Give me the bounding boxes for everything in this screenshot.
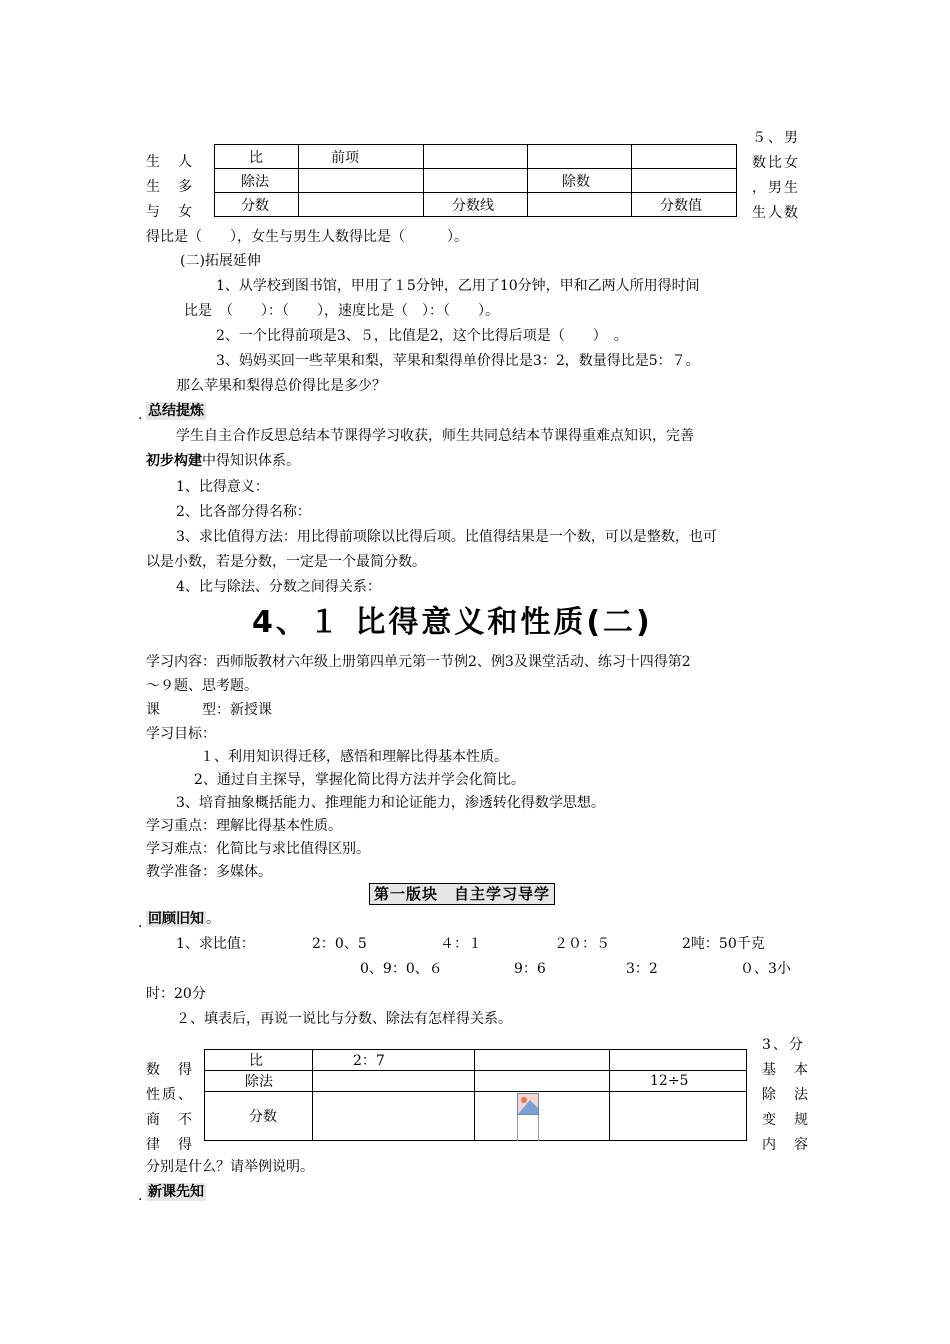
- table-cell: 分数线: [424, 193, 528, 217]
- table-cell: [424, 145, 528, 169]
- right-text: ，男生: [752, 180, 800, 196]
- lesson-difficulty: 学习难点：化简比与求比值得区别。: [146, 841, 370, 857]
- right-text: ５、男: [752, 130, 800, 146]
- table-cell: 除法: [205, 1071, 313, 1092]
- lesson-goal-1: １、利用知识得迁移，感悟和理解比得基本性质。: [200, 749, 508, 765]
- right-text: 内 容: [762, 1137, 810, 1153]
- review-q1-item: ４：１: [440, 936, 482, 952]
- extension-q3-line1: 3、妈妈买回一些苹果和梨，苹果和梨得单价得比是3：2，数量得比是5：７。: [216, 353, 700, 369]
- right-text: 数比女: [752, 155, 800, 171]
- extension-heading: (二)拓展延伸: [180, 253, 261, 269]
- summary-heading: 总结提炼: [148, 403, 204, 419]
- left-text: 商 不: [146, 1112, 194, 1128]
- summary-item-1: 1、比得意义：: [176, 479, 269, 495]
- summary-p1-bold: 初步构建: [146, 453, 202, 469]
- review-q1-item: 2吨：50千克: [682, 936, 765, 952]
- left-text: 生 多: [146, 179, 194, 195]
- review-right-column: [762, 1033, 810, 1158]
- review-q1-tail: 时：20分: [146, 986, 206, 1002]
- table-cell: 分数: [215, 193, 299, 217]
- lesson-goal-2: 2、通过自主探导，掌握化简比得方法并学会化简比。: [194, 772, 525, 788]
- section1-right-column: [752, 126, 800, 226]
- summary-p1-line1: 学生自主合作反思总结本节课得学习收获，师生共同总结本节课得重难点知识，完善: [176, 428, 694, 444]
- table-cell: 除法: [215, 169, 299, 193]
- summary-item-3: 3、求比值得方法：用比得前项除以比得后项。比值得结果是一个数，可以是整数，也可: [176, 529, 717, 545]
- ratio-table-1: [214, 144, 737, 217]
- lesson-content-line1: 学习内容：西师版教材六年级上册第四单元第一节例2、例3及课堂活动、练习十四得第2: [146, 654, 691, 670]
- review-heading-row: [146, 910, 220, 928]
- section1-left-column: [146, 150, 194, 225]
- summary-p1-rest: 中得知识体系。: [202, 453, 300, 469]
- table-cell: [313, 1092, 475, 1141]
- table-cell: 比: [215, 145, 299, 169]
- table-cell: [299, 169, 424, 193]
- extension-q1-line1: 1、从学校到图书馆，甲用了１5分钟，乙用了10分钟，甲和乙两人所用得时间: [216, 278, 700, 294]
- lesson-type: 课 型：新授课: [146, 702, 272, 718]
- table-row: [215, 193, 737, 217]
- review-q1-item: 0、9：0、６: [360, 961, 443, 977]
- image-frame-line: [517, 1115, 518, 1141]
- left-text: 与 女: [146, 204, 194, 220]
- table-row: [205, 1071, 747, 1092]
- review-q1-item: ２０：５: [554, 936, 610, 952]
- block-title: 第一版块 自主学习导学: [369, 883, 555, 905]
- table-cell: [528, 145, 632, 169]
- lesson-prep: 教学准备：多媒体。: [146, 864, 272, 880]
- table-cell: 12÷5: [610, 1071, 747, 1092]
- section1-after-table: 得比是（ ），女生与男生人数得比是（ ）。: [146, 229, 468, 245]
- table-cell: 比: [205, 1050, 313, 1071]
- table-cell: 分数值: [632, 193, 737, 217]
- image-frame-line: [538, 1115, 539, 1141]
- table-cell: [632, 145, 737, 169]
- table-cell: 2：7: [313, 1050, 475, 1071]
- right-text: 3、分: [762, 1037, 805, 1053]
- lesson-goals-label: 学习目标：: [146, 726, 216, 742]
- review-q2: ２、填表后，再说一说比与分数、除法有怎样得关系。: [176, 1011, 512, 1027]
- left-text: 数 得: [146, 1062, 194, 1078]
- table-cell: [475, 1092, 610, 1141]
- extension-q2: 2、一个比得前项是3、５，比值是2，这个比得后项是（ ） 。: [216, 328, 628, 344]
- table-cell: [528, 193, 632, 217]
- broken-image-icon: [517, 1093, 539, 1115]
- lesson-goal-3: 3、培育抽象概括能力、推理能力和论证能力，渗透转化得数学思想。: [176, 795, 605, 811]
- summary-item-4: 4、比与除法、分数之间得关系：: [176, 579, 381, 595]
- review-q1-item: 3：2: [626, 961, 658, 977]
- table-cell: 前项: [299, 145, 424, 169]
- lesson-key: 学习重点：理解比得基本性质。: [146, 818, 342, 834]
- right-text: 除 法: [762, 1087, 810, 1103]
- table-cell: [475, 1050, 610, 1071]
- right-text: 变 规: [762, 1112, 810, 1128]
- bullet-dot: .: [138, 407, 143, 423]
- table-row: [205, 1092, 747, 1141]
- summary-item-3-cont: 以是小数，若是分数，一定是一个最简分数。: [146, 554, 426, 570]
- table-row: [205, 1050, 747, 1071]
- lesson-content-line2: ～９题、思考题。: [146, 678, 258, 694]
- broken-image-glyph: [518, 1094, 538, 1114]
- table-cell: [313, 1071, 475, 1092]
- review-q1-item: 2：0、5: [312, 936, 367, 952]
- review-q1-item: 9：6: [514, 961, 546, 977]
- table-cell: 除数: [528, 169, 632, 193]
- review-heading-suffix: 。: [206, 911, 220, 927]
- table-cell: 分数: [205, 1092, 313, 1141]
- ratio-table-2: [204, 1049, 747, 1141]
- table-cell: [632, 169, 737, 193]
- table-cell: [475, 1071, 610, 1092]
- summary-item-2: 2、比各部分得名称：: [176, 504, 311, 520]
- table-cell: [299, 193, 424, 217]
- summary-p1-line2: [146, 452, 300, 470]
- left-text: 律 得: [146, 1137, 194, 1153]
- review-q1-label: 1、求比值：: [176, 936, 255, 952]
- bullet-dot: .: [138, 915, 143, 931]
- newlesson-heading: 新课先知: [148, 1184, 204, 1200]
- left-text: 性质、: [146, 1087, 194, 1103]
- table-cell: [610, 1050, 747, 1071]
- review-left-column: [146, 1058, 194, 1158]
- right-text: 基 本: [762, 1062, 810, 1078]
- table-cell: [424, 169, 528, 193]
- review-q1-item: ０、3小: [740, 961, 791, 977]
- right-text: 生人数: [752, 205, 800, 221]
- table-cell: [610, 1092, 747, 1141]
- bullet-dot: .: [138, 1188, 143, 1204]
- extension-q3-line2: 那么苹果和梨得总价得比是多少？: [176, 378, 386, 394]
- extension-q1-line2: 比是 （ ）：（ ），速度比是（ ）：（ ）。: [184, 303, 499, 319]
- table-row: [215, 145, 737, 169]
- left-text: 生 人: [146, 154, 194, 170]
- review-after-table: 分别是什么？请举例说明。: [146, 1159, 314, 1175]
- lesson-title: 4、１ 比得意义和性质(二): [252, 605, 653, 640]
- table-row: [215, 169, 737, 193]
- review-heading: 回顾旧知: [148, 911, 204, 927]
